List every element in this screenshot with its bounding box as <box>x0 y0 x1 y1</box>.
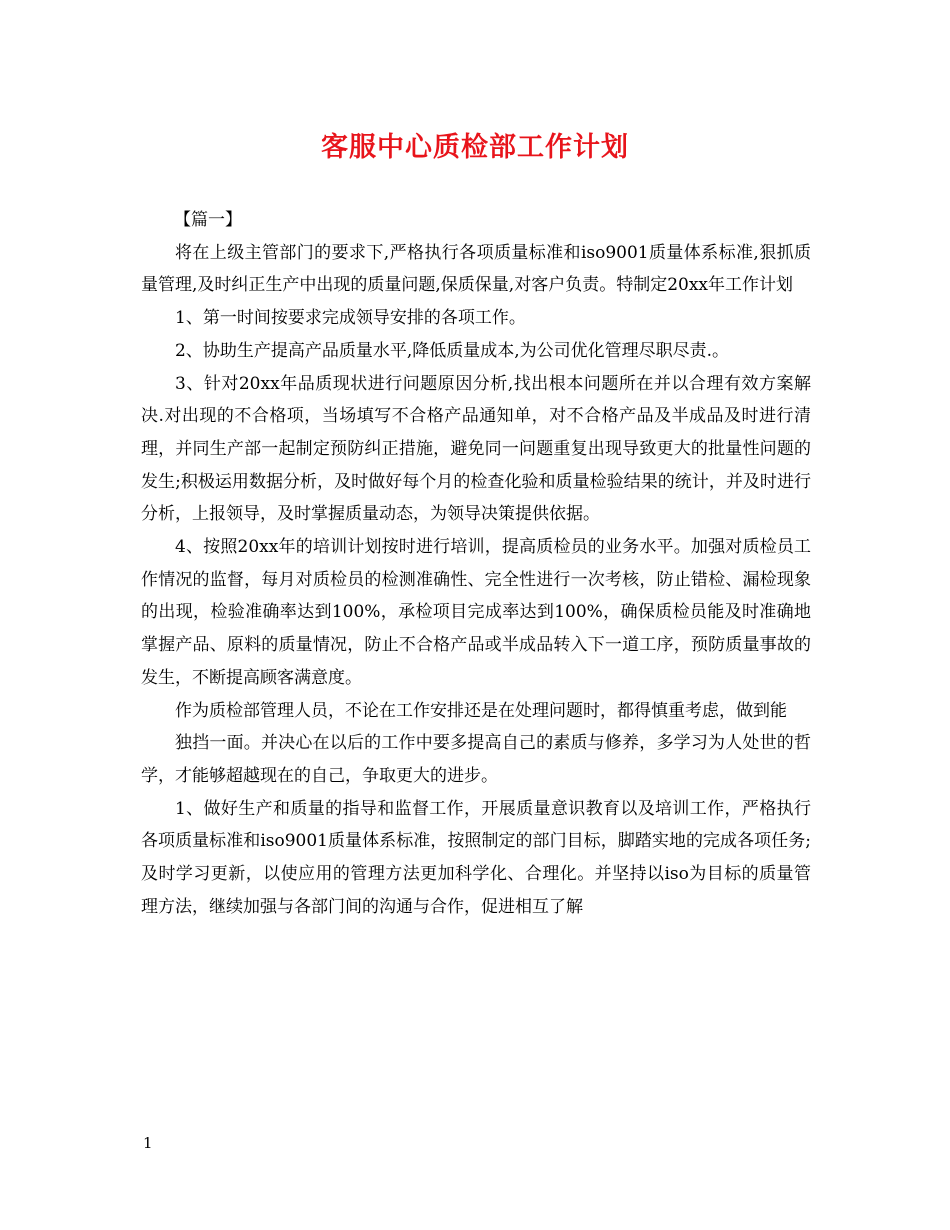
paragraph-item-3: 3、针对20xx年品质现状进行问题原因分析,找出根本问题所在并以合理有效方案解决.对出现的不合格项，当场填写不合格产品通知单，对不合格产品及半成品及时进行清理，并同生产部一起制定预防纠正措施，避免同一问题重复出现导致更大的批量性问题的发生;积极运用数据分析，及时做好每个月的检查化验和质量检验结果的统计，并及时进行分析，上报领导，及时掌握质量动态，为领导决策提供依据。 <box>141 373 811 525</box>
paragraph-item-1: 1、第一时间按要求完成领导安排的各项工作。 <box>175 308 526 329</box>
paragraph-intro: 将在上级主管部门的要求下,严格执行各项质量标准和iso9001质量体系标准,狠抓质量管理,及时纠正生产中出现的质量问题,保质保量,对客户负责。特制定20xx年工作计划 <box>141 242 811 296</box>
page-number: 1 <box>143 1134 153 1152</box>
paragraph-resolution: 独挡一面。并决心在以后的工作中要多提高自己的素质与修养，多学习为人处世的哲学，才能够超越现在的自己，争取更大的进步。 <box>141 733 811 786</box>
document-body <box>141 204 811 923</box>
paragraph-manager-attitude: 作为质检部管理人员，不论在工作安排还是在处理问题时，都得慎重考虑，做到能 <box>175 700 787 721</box>
paragraph-item-4: 4、按照20xx年的培训计划按时进行培训，提高质检员的业务水平。加强对质检员工作情况的监督，每月对质检员的检测准确性、完全性进行一次考核，防止错检、漏检现象的出现，检验准确率达到100%，承检项目完成率达到100%，确保质检员能及时准确地掌握产品、原料的质量情况，防止不合格产品或半成品转入下一道工序，预防质量事故的发生，不断提高顾客满意度。 <box>141 537 811 688</box>
paragraph-item-2: 2、协助生产提高产品质量水平,降低质量成本,为公司优化管理尽职尽责.。 <box>175 340 730 361</box>
paragraph-plan-item-1: 1、做好生产和质量的指导和监督工作，开展质量意识教育以及培训工作，严格执行各项质量标准和iso9001质量体系标准，按照制定的部门目标，脚踏实地的完成各项任务;及时学习更新，以使应用的管理方法更加科学化、合理化。并坚持以iso为目标的质量管理方法，继续加强与各部门间的沟通与合作，促进相互了解 <box>141 798 811 917</box>
section-label: 【篇一】 <box>174 210 242 230</box>
document-title: 客服中心质检部工作计划 <box>321 132 629 163</box>
